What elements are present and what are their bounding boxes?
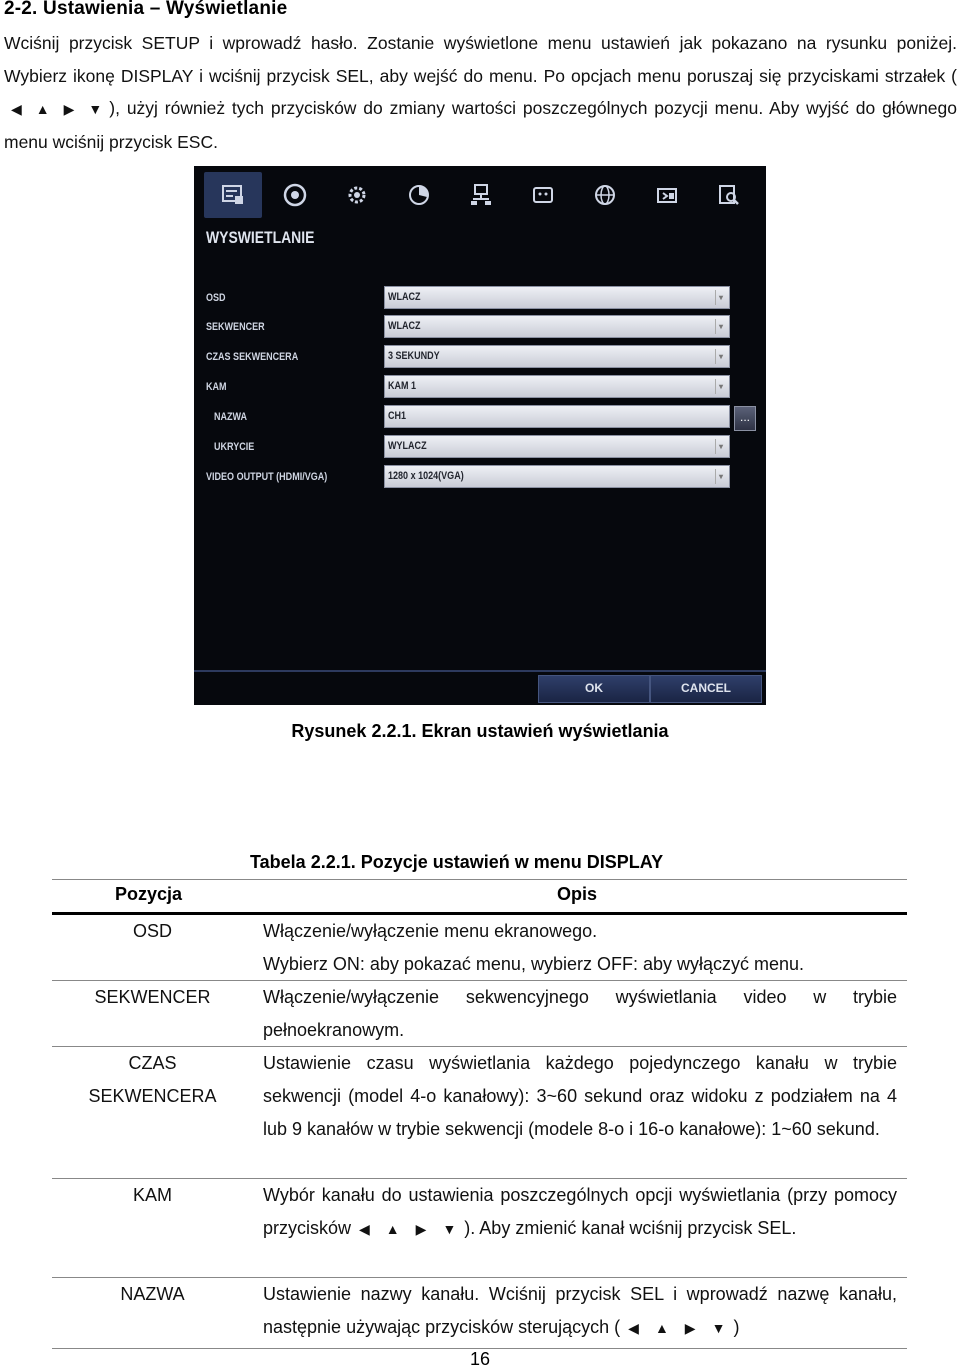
dvr-label-osd: OSD	[206, 292, 226, 304]
arrow-down-icon: ▼	[88, 101, 103, 117]
intro-paragraph	[4, 27, 957, 158]
table-cell-position: CZAS SEKWENCERA	[88, 1053, 217, 1106]
table-cell-position: NAZWA	[120, 1284, 185, 1304]
dropdown-arrow-icon: ▾	[715, 379, 726, 394]
device-icon[interactable]	[514, 172, 572, 218]
dropdown-arrow-icon: ▾	[715, 319, 726, 334]
schedule-icon[interactable]	[390, 172, 448, 218]
camera-select[interactable]: KAM 1 ▾	[384, 375, 730, 398]
globe-icon[interactable]	[576, 172, 634, 218]
covert-select[interactable]: WYLACZ ▾	[384, 435, 730, 458]
table-cell-position: SEKWENCER	[94, 987, 211, 1007]
intro-text-2: ), użyj również tych przycisków do zmiany wartości poszczególnych pozycji menu. Aby wyjść do głównego menu wciśnij przycisk ESC.	[4, 98, 957, 152]
settings-icon[interactable]	[328, 172, 386, 218]
ok-button[interactable]: OK	[538, 675, 650, 703]
table-cell-description: Włączenie/wyłączenie sekwencyjnego wyświetlania video w trybie pełnoekranowym.	[263, 987, 897, 1040]
arrow-up-icon: ▲	[654, 1320, 669, 1336]
dropdown-arrow-icon: ▾	[715, 349, 726, 364]
channel-name-field[interactable]: CH1	[384, 405, 730, 428]
dvr-screen-title: WYSWIETLANIE	[206, 228, 315, 247]
arrow-right-icon: ▶	[63, 101, 75, 117]
dvr-footer-divider	[194, 670, 766, 672]
arrow-up-icon: ▲	[385, 1221, 400, 1237]
sequence-time-select[interactable]: 3 SEKUNDY ▾	[384, 345, 730, 368]
dvr-tab-bar	[204, 172, 760, 220]
sequencer-select[interactable]: WLACZ ▾	[384, 315, 730, 338]
arrow-down-icon: ▼	[711, 1320, 726, 1336]
edit-name-button[interactable]: ...	[734, 406, 756, 431]
event-icon[interactable]	[638, 172, 696, 218]
arrow-left-icon: ◀	[11, 101, 22, 117]
osd-select[interactable]: WLACZ ▾	[384, 286, 730, 309]
dvr-label-video-output: VIDEO OUTPUT (HDMI/VGA)	[206, 471, 328, 483]
cancel-button[interactable]: CANCEL	[650, 675, 762, 703]
arrow-right-icon: ▶	[415, 1221, 427, 1237]
dvr-label-sequence-time: CZAS SEKWENCERA	[206, 351, 299, 363]
table-cell-position: KAM	[132, 1185, 172, 1205]
table-caption: Tabela 2.2.1. Pozycje ustawień w menu DISPLAY	[250, 852, 664, 872]
dvr-label-name: NAZWA	[214, 411, 248, 423]
arrow-left-icon: ◀	[359, 1221, 370, 1237]
display-icon[interactable]	[204, 172, 262, 218]
search-icon[interactable]	[700, 172, 758, 218]
dropdown-arrow-icon: ▾	[715, 290, 726, 305]
table-cell-description: Wybór kanału do ustawienia poszczególnych opcji wyświetlania (przy pomocy przycisków ◀ ▲ ▶ ▼ ). Aby zmienić kanał wciśnij przycisk SEL.	[263, 1179, 897, 1246]
figure-caption: Rysunek 2.2.1. Ekran ustawień wyświetlania	[291, 721, 669, 741]
table-header-opis: Opis	[557, 884, 598, 904]
arrow-up-icon: ▲	[35, 101, 50, 117]
dropdown-arrow-icon: ▾	[715, 439, 726, 454]
page-number: 16	[469, 1349, 491, 1369]
arrow-right-icon: ▶	[684, 1320, 696, 1336]
arrow-left-icon: ◀	[628, 1320, 639, 1336]
table-cell-position: OSD	[132, 921, 172, 941]
dropdown-arrow-icon: ▾	[715, 469, 726, 484]
table-cell-description: Włączenie/wyłączenie menu ekranowego. Wybierz ON: aby pokazać menu, wybierz OFF: aby wyłączyć menu.	[263, 921, 805, 974]
table-header-pozycja: Pozycja	[115, 884, 183, 904]
dvr-label-covert: UKRYCIE	[214, 441, 255, 453]
video-output-select[interactable]: 1280 x 1024(VGA) ▾	[384, 465, 730, 488]
table-cell-description: Ustawienie czasu wyświetlania każdego pojedynczego kanału w trybie sekwencji (model 4-o kanałowy): 3~60 sekund oraz widoku z podziałem na 4 lub 9 kanałów w trybie sekwencji (modele 8-o i 16-o kanałowe): 1~60 sekund.	[263, 1053, 897, 1139]
dvr-label-camera: KAM	[206, 381, 227, 393]
arrow-down-icon: ▼	[442, 1221, 457, 1237]
dvr-display-settings-screen	[194, 166, 766, 705]
record-icon[interactable]	[266, 172, 324, 218]
table-cell-description: Ustawienie nazwy kanału. Wciśnij przycisk SEL i wprowadź nazwę kanału, następnie używając przycisków sterujących ( ◀ ▲ ▶ ▼ )	[263, 1278, 897, 1345]
network-icon[interactable]	[452, 172, 510, 218]
dvr-label-sequencer: SEKWENCER	[206, 321, 265, 333]
intro-text-1: Wciśnij przycisk SETUP i wprowadź hasło. Zostanie wyświetlone menu ustawień jak pokazano na rysunku poniżej. Wybierz ikonę DISPLAY i wciśnij przycisk SEL, aby wejść do menu. Po opcjach menu poruszaj się przyciskami strzałek (	[4, 33, 957, 86]
section-heading: 2-2. Ustawienia – Wyświetlanie	[4, 0, 288, 19]
table-top-rule	[52, 879, 907, 880]
